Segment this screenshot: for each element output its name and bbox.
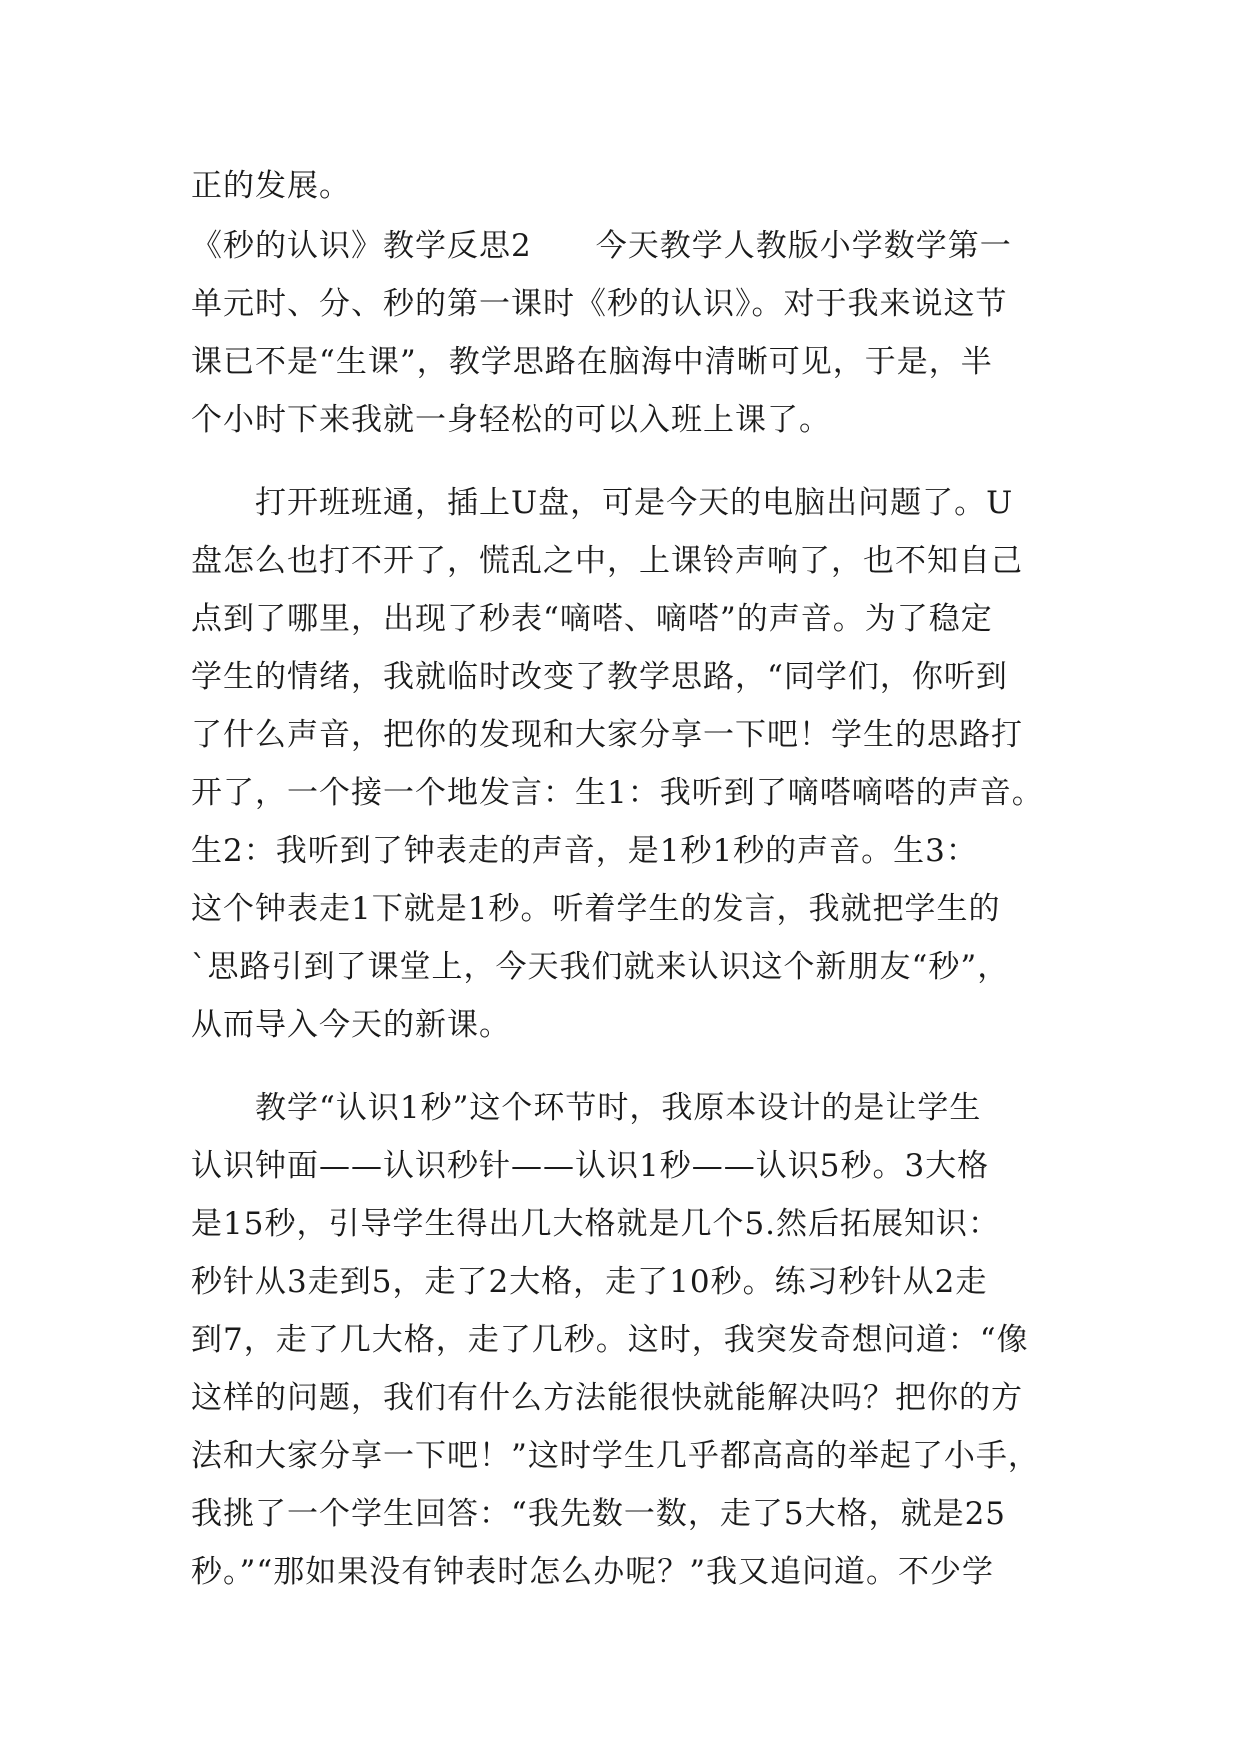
text-line: 点到了哪里，出现了秒表“嘀嗒、嘀嗒”的声音。为了稳定 [191,601,993,637]
text-line: 法和大家分享一下吧！”这时学生几乎都高高的举起了小手， [191,1438,1040,1474]
text-line: 这个钟表走1下就是1秒。听着学生的发言，我就把学生的 [191,891,1001,927]
text-line: 生2：我听到了钟表走的声音，是1秒1秒的声音。生3： [191,833,978,869]
text-line: 个小时下来我就一身轻松的可以入班上课了。 [191,402,831,438]
text-line: 到7，走了几大格，走了几秒。这时，我突发奇想问道：“像 [191,1322,1029,1358]
text-line: 单元时、分、秒的第一课时《秒的认识》。对于我来说这节 [191,286,1008,322]
text-line: 是15秒，引导学生得出几大格就是几个5.然后拓展知识： [191,1206,1001,1242]
text-line: 从而导入今天的新课。 [191,1007,511,1043]
text-line: `思路引到了课堂上，今天我们就来认识这个新朋友“秒”， [191,949,1010,985]
text-line: 了什么声音，把你的发现和大家分享一下吧！学生的思路打 [191,717,1023,753]
text-line: 我挑了一个学生回答：“我先数一数，走了5大格，就是25 [191,1496,1007,1532]
text-line: 教学“认识1秒”这个环节时，我原本设计的是让学生 [191,1090,982,1126]
text-line: 学生的情绪，我就临时改变了教学思路，“同学们，你听到 [191,659,1008,695]
text-line: 开了，一个接一个地发言：生1：我听到了嘀嗒嘀嗒的声音。 [191,775,1044,811]
text-line: 打开班班通，插上U盘，可是今天的电脑出问题了。U [191,485,1014,521]
text-line: 正的发展。 [191,168,351,204]
text-line: 课已不是“生课”，教学思路在脑海中清晰可见，于是，半 [191,344,993,380]
text-line: 《秒的认识》教学反思2 今天教学人教版小学数学第一 [191,228,1012,264]
text-line: 秒。”“那如果没有钟表时怎么办呢？”我又追问道。不少学 [191,1554,995,1590]
text-line: 认识钟面——认识秒针——认识1秒——认识5秒。3大格 [191,1148,990,1184]
text-line: 秒针从3走到5，走了2大格，走了10秒。练习秒针从2走 [191,1264,988,1300]
text-line: 盘怎么也打不开了，慌乱之中，上课铃声响了，也不知自己 [191,543,1023,579]
text-line: 这样的问题，我们有什么方法能很快就能解决吗？把你的方 [191,1380,1023,1416]
